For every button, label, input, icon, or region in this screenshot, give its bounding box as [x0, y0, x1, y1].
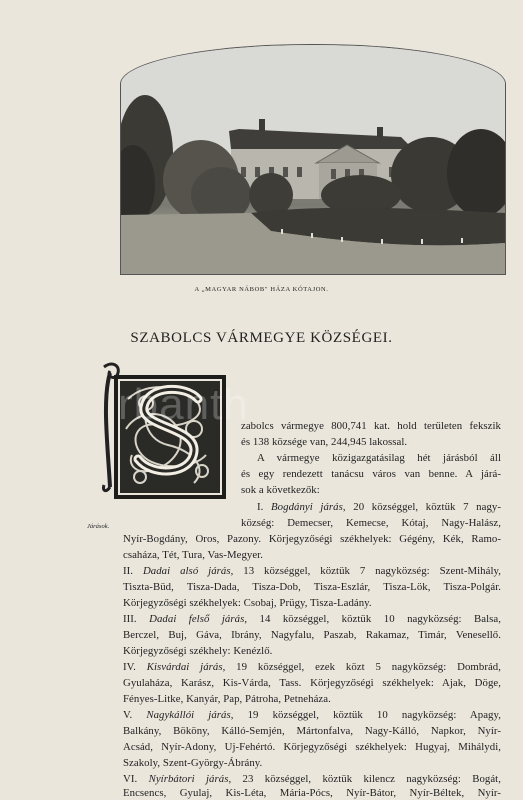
intro-line-3: A vármegye közigazgatásilag hét járásból áll: [257, 452, 501, 464]
district-5-line-4: Szakoly, Szent-György-Ábrány.: [123, 757, 263, 769]
district-1-line-1: I. Bogdányi járás, 20 községgel, köztük 7 nagy-: [257, 501, 501, 513]
district-4-line-1: IV. Kisvárdai járás, 19 községgel, ezek közt 5 nagyközség: Dombrád,: [123, 661, 502, 673]
intro-line-2: és 138 községe van, 244,945 lakossal.: [241, 436, 408, 448]
district-4-line-3: Fényes-Litke, Kanyár, Pap, Pátroha, Petneháza.: [123, 693, 331, 705]
district-5-line-3: Acsád, Nyír-Adony, Uj-Fehértó. Körjegyzőségi székhelyek: Hugyaj, Mihálydi,: [123, 741, 501, 753]
district-3-line-3: Körjegyzőségi székhely: Kenézlő.: [123, 645, 273, 657]
watermark: rbanth: [118, 380, 249, 429]
district-3-line-2: Berczel, Buj, Gáva, Ibrány, Nagyfalu, Paszab, Rakamaz, Timár, Venesellő.: [123, 629, 501, 641]
district-4-line-2: Gyulaháza, Karász, Kis-Várda, Tass. Körjegyzőségi székhelyek: Ajak, Döge,: [123, 677, 501, 689]
district-1-line-2: község: Demecser, Kemecse, Kótaj, Nagy-Halász,: [241, 517, 501, 529]
district-3-line-1: III. Dadai felső járás, 14 községgel, köztük 10 nagyközség: Balsa,: [123, 613, 502, 625]
photo-caption: A „MAGYAR NÁBOB" HÁZA KÓTAJON.: [194, 286, 329, 293]
district-6-line-1: VI. Nyírbátori járás, 23 községgel, köztük kilencz nagyközség: Bogát,: [123, 773, 501, 785]
district-6-line-2: Encsencs, Gyulaj, Kis-Léta, Mária-Pócs, Nyír-Bátor, Nyír-Béltek, Nyír-: [123, 787, 501, 799]
manor-house-photo: [120, 44, 506, 275]
intro-line-4: és egy rendezett tanácsu város van benne. A járá-: [241, 468, 501, 480]
district-1-line-3: Nyír-Bogdány, Oros, Pazony. Körjegyzőségi székhelyek: Gégény, Kék, Ramo-: [123, 533, 501, 545]
district-5-line-1: V. Nagykállói járás, 19 községgel, köztük 10 nagyközség: Apagy,: [123, 709, 501, 721]
district-2-line-2: Tiszta-Büd, Tisza-Dada, Tisza-Dob, Tisza-Eszlár, Tisza-Lök, Tisza-Polgár.: [123, 581, 501, 593]
district-5-line-2: Balkány, Bököny, Kálló-Semjén, Mártonfalva, Nagy-Kálló, Napkor, Nyír-: [123, 725, 501, 737]
section-title: SZABOLCS VÁRMEGYE KÖZSÉGEI.: [130, 330, 393, 346]
district-2-line-1: II. Dadai alsó járás, 13 községgel, köztük 7 nagyközség: Szent-Mihály,: [123, 565, 502, 577]
district-1-line-4: csaháza, Tét, Tura, Vas-Megyer.: [123, 549, 263, 561]
intro-line-1: zabolcs vármegye 800,741 kat. hold területen fekszik: [241, 420, 501, 432]
district-2-line-3: Körjegyzőségi székhelyek: Csobaj, Prügy, Tisza-Ladány.: [123, 597, 372, 609]
intro-line-5: sok a következők:: [241, 484, 320, 496]
margin-note: Járások.: [87, 523, 110, 530]
